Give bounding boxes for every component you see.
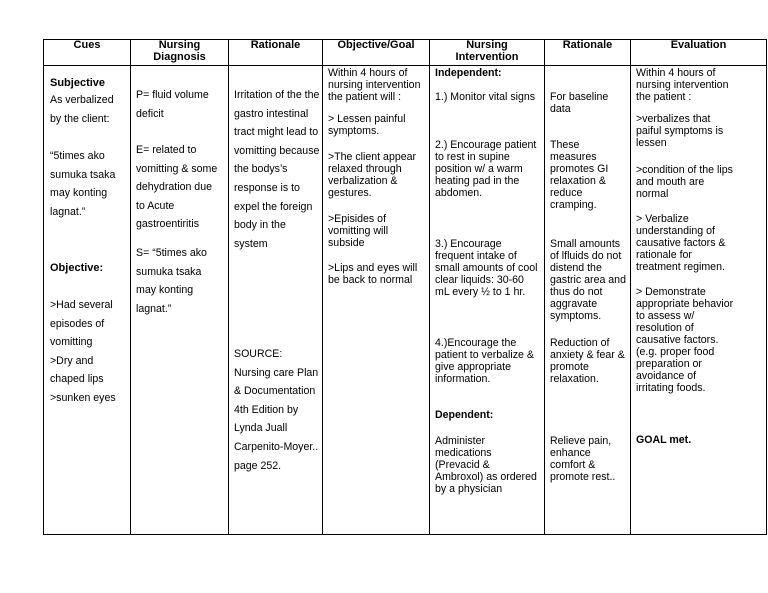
goal-item-4: >Lips and eyes will be back to normal <box>328 262 418 286</box>
intervention-item-3: 3.) Encourage frequent intake of small amounts of cool clear liquids: 30-60 mL every ½ to 1 hr. <box>435 238 538 298</box>
rationale-text: Irritation of the the gastro intestinal tract might lead to vomitting because the bodys’s response is to expel the foreign body in the system <box>234 89 320 250</box>
rationale2-item-4: Reduction of anxiety & fear & promote relaxation. <box>550 337 625 385</box>
diagnosis-cell <box>131 66 229 535</box>
independent-heading: Independent: <box>435 67 502 79</box>
header-row <box>44 40 767 66</box>
content-row <box>44 66 767 535</box>
intervention-cell <box>430 66 545 535</box>
nursing-care-plan-table <box>43 39 767 535</box>
diagnosis-etiology: E= related to vomitting & some dehydration due to Acute gastroentiritis <box>136 144 218 231</box>
objective-heading: Objective: <box>50 262 104 274</box>
dependent-heading: Dependent: <box>435 409 494 421</box>
rationale-cell <box>229 66 323 535</box>
evaluation-item-2: >condition of the lips and mouth are normal <box>636 164 733 200</box>
intervention-item-1: 1.) Monitor vital signs <box>435 91 536 103</box>
rationale2-cell <box>545 66 631 535</box>
rationale2-item-2: These measures promotes GI relaxation & reduce cramping. <box>550 139 609 211</box>
header-cues: Cues <box>44 40 131 66</box>
rationale2-item-5: Relieve pain, enhance comfort & promote rest.. <box>550 435 616 483</box>
header-nursing-diagnosis: Nursing Diagnosis <box>131 40 229 66</box>
goal-item-3: >Episides of vomitting will subside <box>328 213 389 249</box>
objective-text: >Had several episodes of vomitting >Dry and chaped lips >sunken eyes <box>50 299 116 404</box>
intervention-item-4: 4.)Encourage the patient to verbalize & give appropriate information. <box>435 337 534 385</box>
goal-cell <box>323 66 430 535</box>
evaluation-cell <box>631 66 767 535</box>
intervention-item-2: 2.) Encourage patient to rest in supine position w/ a warm heating pad in the abdomen. <box>435 139 537 199</box>
header-evaluation: Evaluation <box>631 40 767 66</box>
dependent-item-1: Administer medications (Prevacid & Ambroxol) as ordered by a physician <box>435 435 537 495</box>
evaluation-intro: Within 4 hours of nursing intervention the patient : <box>636 67 729 103</box>
goal-intro: Within 4 hours of nursing intervention the patient will : <box>328 67 421 103</box>
goal-item-2: >The client appear relaxed through verbalization & gestures. <box>328 151 417 199</box>
header-rationale: Rationale <box>229 40 323 66</box>
rationale-source: SOURCE: Nursing care Plan & Documentation 4th Edition by Lynda Juall Carpenito-Moyer.. page 252. <box>234 348 319 472</box>
goal-item-1: > Lessen painful symptoms. <box>328 113 406 137</box>
header-objective-goal: Objective/Goal <box>323 40 430 66</box>
diagnosis-symptoms: S= “5times ako sumuka tsaka may konting lagnat.” <box>136 247 207 315</box>
subjective-heading: Subjective <box>50 77 106 89</box>
subjective-text: As verbalized by the client: <box>50 94 114 125</box>
goal-met-text: GOAL met. <box>636 434 692 446</box>
subjective-quote: “5times ako sumuka tsaka may konting lagnat.” <box>50 150 116 218</box>
header-nursing-intervention: Nursing Intervention <box>430 40 545 66</box>
header-rationale-2: Rationale <box>545 40 631 66</box>
rationale2-item-3: Small amounts of lfluids do not distend the gastric area and thus do not aggravate symptoms. <box>550 238 626 322</box>
evaluation-item-4: > Demonstrate appropriate behavior to assess w/ resolution of causative factors. (e.g. proper food preparation or avoidance of irritating foods. <box>636 286 734 394</box>
diagnosis-problem: P= fluid volume deficit <box>136 89 209 120</box>
evaluation-item-1: >verbalizes that paiful symptoms is lessen <box>636 113 724 149</box>
rationale2-item-1: For baseline data <box>550 91 609 115</box>
cues-cell <box>44 66 131 535</box>
evaluation-item-3: > Verbalize understanding of causative factors & rationale for treatment regimen. <box>636 213 726 273</box>
